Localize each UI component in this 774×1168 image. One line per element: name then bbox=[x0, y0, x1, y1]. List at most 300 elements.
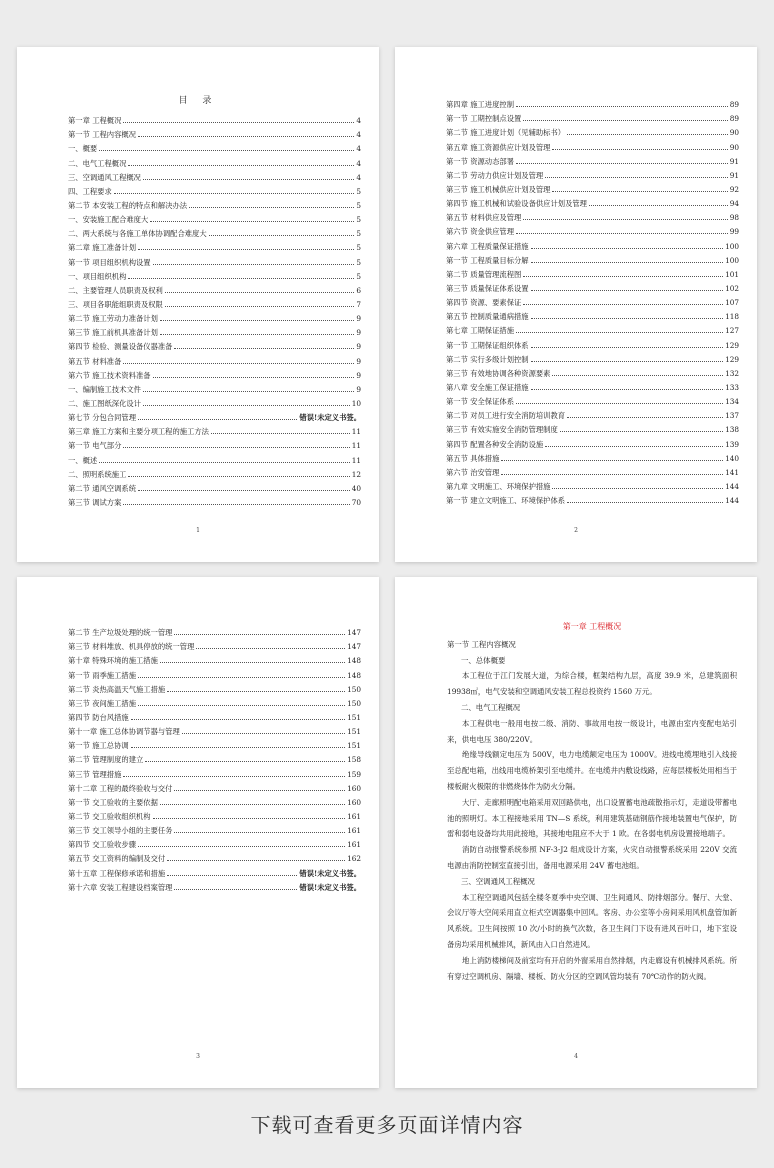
toc-entry-page: 150 bbox=[347, 684, 361, 694]
toc-leader-dots bbox=[174, 348, 354, 349]
toc-entry-page: 70 bbox=[351, 497, 361, 507]
toc-entry-title: 第四节 检验、测量设备仪器准备 bbox=[68, 342, 173, 352]
toc-entry-page: 129 bbox=[725, 340, 739, 350]
toc-entry-title: 第四节 防台风措施 bbox=[68, 712, 129, 722]
toc-leader-dots bbox=[160, 662, 345, 663]
toc-leader-dots bbox=[167, 875, 297, 876]
toc-entry[interactable] bbox=[68, 722, 361, 736]
toc-leader-dots bbox=[531, 361, 723, 362]
toc-leader-dots bbox=[150, 221, 354, 222]
toc-entry-page: 148 bbox=[347, 670, 361, 680]
toc-entry-page: 148 bbox=[347, 656, 361, 666]
toc-entry[interactable] bbox=[68, 394, 361, 408]
toc-entry-title: 第三节 施工前机具准备计划 bbox=[68, 328, 158, 338]
toc-entry[interactable] bbox=[446, 307, 739, 321]
toc-entry-page: 5 bbox=[356, 215, 361, 225]
toc-entry-page: 94 bbox=[729, 199, 739, 209]
toc-entry-title: 第十六章 安装工程建设档案管理 bbox=[68, 882, 173, 892]
toc-entry-title: 第十章 特殊环境的施工措施 bbox=[68, 656, 158, 666]
toc-leader-dots bbox=[209, 235, 355, 236]
toc-entry-page: 9 bbox=[356, 370, 361, 380]
toc-leader-dots bbox=[165, 292, 354, 293]
toc-leader-dots bbox=[174, 832, 345, 833]
toc-entry-page: 140 bbox=[725, 453, 739, 463]
toc-entry[interactable] bbox=[446, 236, 739, 250]
toc-entry[interactable] bbox=[446, 95, 739, 109]
body-paragraph: 消防自动报警系统参照 NF-3-J2 组成设计方案，火灾自动报警系统采用 220V 交流电源由消防控制室直接引出，备用电源采用 24V 蓄电池组。 bbox=[447, 845, 737, 870]
toc-entry-page: 158 bbox=[347, 755, 361, 765]
toc-leader-dots bbox=[138, 846, 345, 847]
toc-entry-page: 160 bbox=[347, 783, 361, 793]
toc-leader-dots bbox=[123, 122, 354, 123]
toc-entry[interactable] bbox=[68, 366, 361, 380]
toc-list bbox=[68, 111, 361, 507]
toc-entry[interactable] bbox=[446, 109, 739, 123]
toc-entry-title: 二、两大系统与各施工单体协调配合难度大 bbox=[68, 229, 207, 239]
toc-entry-page: 11 bbox=[351, 441, 361, 451]
toc-entry-title: 一、概要 bbox=[68, 144, 98, 154]
toc-leader-dots bbox=[167, 860, 345, 861]
toc-entry[interactable] bbox=[446, 392, 739, 406]
toc-entry-title: 第十一章 施工总体协调节器与管理 bbox=[68, 727, 180, 737]
toc-entry[interactable] bbox=[68, 750, 361, 764]
toc-entry-title: 二、施工图纸深化设计 bbox=[68, 398, 141, 408]
toc-entry[interactable] bbox=[446, 321, 739, 335]
toc-leader-dots bbox=[567, 417, 723, 418]
body-paragraph: 本工程供电一般用电按二级、消防、事故用电按一级设计，电源由室内变配电站引来，供电电压 380/220V。 bbox=[447, 718, 737, 744]
toc-entry-page: 90 bbox=[729, 142, 739, 152]
toc-leader-dots bbox=[123, 776, 345, 777]
toc-entry[interactable] bbox=[446, 491, 739, 505]
toc-entry-title: 第五节 材料供应及管理 bbox=[446, 213, 522, 223]
toc-entry[interactable] bbox=[446, 180, 739, 194]
toc-entry-title: 第五节 控制质量通病措施 bbox=[446, 312, 529, 322]
toc-title: 目 录 bbox=[178, 96, 218, 106]
toc-leader-dots bbox=[589, 205, 728, 206]
toc-entry-page: 6 bbox=[356, 285, 361, 295]
document-page-4 bbox=[395, 577, 757, 1088]
toc-entry[interactable] bbox=[68, 465, 361, 479]
toc-entry-page: 107 bbox=[725, 298, 739, 308]
toc-entry-title: 第二节 本安装工程的特点和解决办法 bbox=[68, 200, 188, 210]
toc-entry-page: 4 bbox=[356, 130, 361, 140]
toc-entry[interactable] bbox=[68, 224, 361, 238]
toc-leader-dots bbox=[138, 677, 345, 678]
toc-entry[interactable] bbox=[68, 337, 361, 351]
toc-entry-page: 160 bbox=[347, 797, 361, 807]
toc-entry-title: 第三节 调试方案 bbox=[68, 497, 122, 507]
section-heading: 第一节 工程内容概况 bbox=[447, 639, 516, 649]
body-paragraph: 本工程空调通风包括全楼冬夏季中央空调、卫生间通风、防排烟部分。餐厅、大堂、会议厅等大空间采用直立柜式空调器集中回风。客房、办公室等小房间采用风机盘管加新风系统。卫生间按照 10 次/小时的换气次数，各卫生间门下设有进风百叶口，地下室设备房均采用机械排风，新风由入口自然进风。 bbox=[447, 892, 737, 949]
toc-entry-page: 161 bbox=[347, 811, 361, 821]
toc-leader-dots bbox=[165, 306, 354, 307]
toc-entry[interactable] bbox=[446, 477, 739, 491]
toc-entry-page: 5 bbox=[356, 271, 361, 281]
page-number: 4 bbox=[574, 1053, 578, 1060]
toc-entry-title: 一、概述 bbox=[68, 455, 98, 465]
toc-leader-dots bbox=[123, 363, 354, 364]
toc-entry-page: 151 bbox=[347, 712, 361, 722]
toc-entry-page: 138 bbox=[725, 425, 739, 435]
toc-entry-title: 第一节 工期保证组织体系 bbox=[446, 340, 529, 350]
toc-leader-dots bbox=[523, 120, 727, 121]
toc-entry-title: 第一节 安全保证体系 bbox=[446, 397, 514, 407]
toc-entry-title: 第三节 质量保证体系设置 bbox=[446, 283, 529, 293]
toc-entry[interactable] bbox=[68, 281, 361, 295]
toc-entry-title: 第三节 交工领导小组的主要任务 bbox=[68, 826, 173, 836]
toc-entry-title: 第一节 施工总协调 bbox=[68, 741, 129, 751]
toc-leader-dots bbox=[567, 502, 723, 503]
toc-entry[interactable] bbox=[446, 194, 739, 208]
toc-entry-title: 三、空调通风工程概况 bbox=[68, 172, 141, 182]
toc-leader-dots bbox=[523, 219, 727, 220]
toc-entry-page: 错误!未定义书签。 bbox=[299, 882, 361, 892]
toc-entry[interactable] bbox=[68, 153, 361, 167]
toc-entry[interactable] bbox=[446, 166, 739, 180]
toc-entry-title: 第一节 工期控制点设置 bbox=[446, 114, 522, 124]
page-number: 3 bbox=[196, 1053, 200, 1060]
toc-entry-page: 91 bbox=[729, 156, 739, 166]
toc-entry-title: 第七章 工期保证措施 bbox=[446, 326, 514, 336]
toc-entry[interactable] bbox=[68, 267, 361, 281]
toc-leader-dots bbox=[128, 165, 354, 166]
toc-leader-dots bbox=[99, 150, 354, 151]
toc-entry-page: 5 bbox=[356, 186, 361, 196]
toc-entry-title: 一、安装施工配合难度大 bbox=[68, 215, 149, 225]
toc-entry-title: 第五节 交工资料的编制及交付 bbox=[68, 854, 166, 864]
toc-entry-page: 144 bbox=[725, 481, 739, 491]
page-number: 1 bbox=[196, 527, 200, 534]
toc-entry-page: 127 bbox=[725, 326, 739, 336]
toc-leader-dots bbox=[138, 490, 350, 491]
toc-entry[interactable] bbox=[68, 694, 361, 708]
toc-entry[interactable] bbox=[68, 651, 361, 665]
toc-entry-page: 92 bbox=[729, 184, 739, 194]
toc-entry[interactable] bbox=[446, 293, 739, 307]
toc-entry-page: 102 bbox=[725, 283, 739, 293]
toc-entry-title: 第六节 治安管理 bbox=[446, 467, 500, 477]
toc-leader-dots bbox=[138, 705, 345, 706]
toc-leader-dots bbox=[131, 747, 345, 748]
document-page-3 bbox=[17, 577, 379, 1088]
toc-entry-title: 第六节 资金供应管理 bbox=[446, 227, 514, 237]
toc-leader-dots bbox=[516, 233, 728, 234]
toc-entry-title: 第三章 施工方案和主要分项工程的施工方法 bbox=[68, 427, 209, 437]
toc-leader-dots bbox=[501, 474, 723, 475]
toc-entry[interactable] bbox=[68, 252, 361, 266]
toc-leader-dots bbox=[531, 318, 723, 319]
toc-leader-dots bbox=[128, 278, 354, 279]
toc-leader-dots bbox=[567, 134, 728, 135]
toc-entry[interactable] bbox=[68, 450, 361, 464]
toc-entry-title: 第九章 文明施工、环境保护措施 bbox=[446, 481, 551, 491]
toc-entry[interactable] bbox=[68, 793, 361, 807]
toc-entry[interactable] bbox=[68, 408, 361, 422]
toc-leader-dots bbox=[143, 405, 350, 406]
toc-leader-dots bbox=[552, 191, 727, 192]
toc-entry-title: 四、工程要求 bbox=[68, 186, 112, 196]
toc-entry[interactable] bbox=[68, 125, 361, 139]
toc-entry-title: 第二节 炎热高温天气施工措施 bbox=[68, 684, 166, 694]
toc-entry-title: 第一节 电气部分 bbox=[68, 441, 122, 451]
toc-entry-page: 9 bbox=[356, 342, 361, 352]
toc-leader-dots bbox=[516, 106, 728, 107]
toc-entry[interactable] bbox=[68, 764, 361, 778]
toc-entry-title: 二、电气工程概况 bbox=[68, 158, 127, 168]
toc-entry[interactable] bbox=[68, 436, 361, 450]
body-paragraph: 大厅、走廊照明配电箱采用双回路供电，出口设置蓄电池疏散指示灯，走道设带蓄电池的照明灯。本工程接地采用 TN—S 系统，利用建筑基础钢筋作接地装置电气保护，防雷和弱电设备均共用此接地，其接地电阻应不大于 1 欧。在各弱电机房设置接地端子。 bbox=[447, 797, 737, 839]
toc-entry-title: 第二节 管理制度的建立 bbox=[68, 755, 144, 765]
toc-entry[interactable] bbox=[68, 139, 361, 153]
toc-entry-page: 134 bbox=[725, 397, 739, 407]
toc-leader-dots bbox=[552, 375, 723, 376]
toc-entry-page: 5 bbox=[356, 243, 361, 253]
toc-entry[interactable] bbox=[446, 251, 739, 265]
toc-entry-page: 139 bbox=[725, 439, 739, 449]
toc-entry-title: 第三节 有效实施安全消防管理制度 bbox=[446, 425, 558, 435]
subsection-heading: 三、空调通风工程概况 bbox=[461, 876, 535, 886]
toc-entry-page: 9 bbox=[356, 328, 361, 338]
toc-entry-title: 第五章 施工资源供应计划及管理 bbox=[446, 142, 551, 152]
toc-entry[interactable] bbox=[68, 238, 361, 252]
toc-entry-page: 7 bbox=[356, 299, 361, 309]
toc-entry[interactable] bbox=[68, 323, 361, 337]
toc-leader-dots bbox=[552, 488, 723, 489]
toc-entry-page: 4 bbox=[356, 116, 361, 126]
toc-leader-dots bbox=[501, 460, 723, 461]
toc-leader-dots bbox=[531, 248, 723, 249]
toc-entry[interactable] bbox=[68, 708, 361, 722]
body-paragraph: 本工程位于江门发展大道，为综合楼，框架结构九层，高度 39.9 米，总建筑面积 19938㎡，电气安装和空调通风安装工程总投资约 1560 万元。 bbox=[447, 671, 737, 697]
toc-leader-dots bbox=[138, 136, 354, 137]
toc-leader-dots bbox=[123, 504, 349, 505]
toc-entry-page: 151 bbox=[347, 727, 361, 737]
toc-entry-title: 第一节 项目组织机构设置 bbox=[68, 257, 151, 267]
toc-entry-page: 11 bbox=[351, 455, 361, 465]
toc-entry-title: 二、主要管理人员职责及权利 bbox=[68, 285, 163, 295]
toc-entry[interactable] bbox=[68, 422, 361, 436]
toc-entry-page: 147 bbox=[347, 642, 361, 652]
toc-entry-page: 91 bbox=[729, 170, 739, 180]
toc-entry[interactable] bbox=[446, 434, 739, 448]
toc-entry-page: 118 bbox=[725, 312, 739, 322]
toc-entry[interactable] bbox=[68, 493, 361, 507]
toc-entry[interactable] bbox=[68, 210, 361, 224]
toc-entry-title: 第三节 有效地协调各种资源要素 bbox=[446, 368, 551, 378]
toc-leader-dots bbox=[167, 691, 345, 692]
toc-entry[interactable] bbox=[68, 665, 361, 679]
toc-entry-page: 11 bbox=[351, 427, 361, 437]
toc-leader-dots bbox=[211, 433, 350, 434]
toc-entry-page: 5 bbox=[356, 229, 361, 239]
toc-entry[interactable] bbox=[68, 736, 361, 750]
toc-entry-page: 4 bbox=[356, 172, 361, 182]
toc-entry-page: 133 bbox=[725, 382, 739, 392]
body-paragraph: 绝缘导线额定电压为 500V，电力电缆额定电压为 1000V。进线电缆埋地引入线接至总配电箱，出线用电缆桥架引至电缆井。在电缆井内敷设线路，应每层楼板处用相当于楼板耐火极限的非燃烧体作为防火分隔。 bbox=[447, 750, 737, 791]
toc-entry-page: 4 bbox=[356, 158, 361, 168]
toc-entry[interactable] bbox=[446, 364, 739, 378]
toc-entry-title: 第四节 资源、要素保证 bbox=[446, 298, 522, 308]
toc-leader-dots bbox=[174, 889, 297, 890]
toc-entry-page: 141 bbox=[725, 467, 739, 477]
toc-leader-dots bbox=[160, 334, 354, 335]
toc-entry-page: 100 bbox=[725, 255, 739, 265]
toc-entry[interactable] bbox=[446, 222, 739, 236]
toc-entry-page: 98 bbox=[729, 213, 739, 223]
toc-entry[interactable] bbox=[68, 878, 361, 892]
toc-entry-page: 101 bbox=[725, 269, 739, 279]
toc-entry-page: 4 bbox=[356, 144, 361, 154]
toc-entry[interactable] bbox=[446, 208, 739, 222]
toc-entry[interactable] bbox=[68, 309, 361, 323]
toc-leader-dots bbox=[545, 446, 723, 447]
toc-entry-page: 12 bbox=[351, 469, 361, 479]
toc-entry-page: 159 bbox=[347, 769, 361, 779]
toc-leader-dots bbox=[128, 476, 349, 477]
subsection-heading: 一、总体概要 bbox=[461, 655, 506, 665]
toc-entry-page: 40 bbox=[351, 483, 361, 493]
toc-leader-dots bbox=[153, 377, 355, 378]
toc-leader-dots bbox=[138, 419, 297, 420]
toc-entry-title: 第一节 资源动态部署 bbox=[446, 156, 514, 166]
toc-entry[interactable] bbox=[446, 123, 739, 137]
toc-entry[interactable] bbox=[68, 821, 361, 835]
toc-entry-page: 161 bbox=[347, 840, 361, 850]
toc-entry-page: 10 bbox=[351, 398, 361, 408]
toc-entry-page: 90 bbox=[729, 128, 739, 138]
toc-leader-dots bbox=[131, 719, 345, 720]
toc-entry-page: 161 bbox=[347, 826, 361, 836]
toc-entry[interactable] bbox=[68, 835, 361, 849]
toc-leader-dots bbox=[560, 431, 723, 432]
toc-entry[interactable] bbox=[68, 295, 361, 309]
toc-entry-title: 第三节 管理措施 bbox=[68, 769, 122, 779]
document-page-1 bbox=[17, 47, 379, 562]
subsection-heading: 二、电气工程概况 bbox=[461, 702, 521, 712]
toc-entry-page: 5 bbox=[356, 257, 361, 267]
toc-entry-page: 137 bbox=[725, 411, 739, 421]
toc-entry[interactable] bbox=[68, 111, 361, 125]
toc-entry-title: 第一节 建立文明施工、环境保护体系 bbox=[446, 496, 566, 506]
toc-entry[interactable] bbox=[446, 463, 739, 477]
toc-entry-title: 第二节 通风空调系统 bbox=[68, 483, 136, 493]
toc-entry-title: 第二节 交工验收组织机构 bbox=[68, 811, 151, 821]
toc-entry-page: 144 bbox=[725, 496, 739, 506]
toc-leader-dots bbox=[523, 276, 723, 277]
toc-leader-dots bbox=[174, 790, 345, 791]
toc-entry-page: 89 bbox=[729, 114, 739, 124]
toc-list bbox=[68, 623, 361, 892]
toc-entry-title: 三、项目各职能组职责及权限 bbox=[68, 299, 163, 309]
toc-leader-dots bbox=[123, 447, 349, 448]
toc-entry-title: 第四节 施工机械和试验设备供应计划及管理 bbox=[446, 199, 587, 209]
toc-leader-dots bbox=[516, 332, 723, 333]
toc-entry[interactable] bbox=[446, 350, 739, 364]
toc-leader-dots bbox=[523, 304, 723, 305]
toc-list bbox=[446, 95, 739, 505]
toc-entry-title: 第五节 具体措施 bbox=[446, 453, 500, 463]
toc-entry[interactable] bbox=[68, 623, 361, 637]
document-body bbox=[447, 619, 737, 984]
toc-entry[interactable] bbox=[446, 406, 739, 420]
download-caption[interactable]: 下载可查看更多页面详情内容 bbox=[250, 1113, 524, 1137]
toc-entry[interactable] bbox=[446, 279, 739, 293]
toc-leader-dots bbox=[143, 391, 354, 392]
toc-entry[interactable] bbox=[68, 196, 361, 210]
toc-entry[interactable] bbox=[68, 168, 361, 182]
toc-entry[interactable] bbox=[68, 380, 361, 394]
toc-entry[interactable] bbox=[446, 420, 739, 434]
toc-entry[interactable] bbox=[68, 779, 361, 793]
toc-entry[interactable] bbox=[68, 849, 361, 863]
body-paragraph: 地上消防楼梯间及前室均有开启的外窗采用自然排烟，内走廊设有机械排风系统。所有穿过空调机房、隔墙、楼板、防火分区的空调风管均装有 70℃动作的防火阀。 bbox=[447, 955, 737, 981]
toc-entry-title: 一、项目组织机构 bbox=[68, 271, 127, 281]
toc-entry[interactable] bbox=[446, 265, 739, 279]
toc-entry[interactable] bbox=[68, 863, 361, 877]
toc-entry-title: 第二节 施工劳动力准备计划 bbox=[68, 314, 158, 324]
toc-entry-page: 132 bbox=[725, 368, 739, 378]
toc-entry-title: 第六节 施工技术资料准备 bbox=[68, 370, 151, 380]
toc-entry-page: 100 bbox=[725, 241, 739, 251]
toc-entry-title: 第二节 实行多级计划控制 bbox=[446, 354, 529, 364]
toc-entry-title: 第三节 夜间施工措施 bbox=[68, 698, 136, 708]
toc-entry-title: 第一节 交工验收的主要依据 bbox=[68, 797, 158, 807]
toc-entry-title: 二、照明系统施工 bbox=[68, 469, 127, 479]
toc-entry-title: 第十五章 工程保修承诺和措施 bbox=[68, 868, 166, 878]
toc-entry-title: 第七节 分包合同管理 bbox=[68, 413, 136, 423]
toc-entry-page: 9 bbox=[356, 314, 361, 324]
toc-leader-dots bbox=[545, 177, 728, 178]
toc-entry[interactable] bbox=[68, 182, 361, 196]
toc-entry[interactable] bbox=[68, 680, 361, 694]
toc-entry[interactable] bbox=[446, 335, 739, 349]
toc-entry-page: 错误!未定义书签。 bbox=[299, 868, 361, 878]
toc-entry[interactable] bbox=[68, 351, 361, 365]
toc-entry[interactable] bbox=[446, 152, 739, 166]
toc-leader-dots bbox=[531, 290, 723, 291]
toc-leader-dots bbox=[516, 403, 723, 404]
toc-entry[interactable] bbox=[68, 637, 361, 651]
toc-leader-dots bbox=[153, 818, 345, 819]
toc-entry-title: 第六章 工程质量保证措施 bbox=[446, 241, 529, 251]
toc-entry-page: 150 bbox=[347, 698, 361, 708]
toc-leader-dots bbox=[189, 207, 354, 208]
toc-entry[interactable] bbox=[68, 479, 361, 493]
toc-entry-title: 第二章 施工准备计划 bbox=[68, 243, 136, 253]
toc-entry-page: 147 bbox=[347, 628, 361, 638]
toc-leader-dots bbox=[145, 761, 345, 762]
toc-entry-title: 第十二章 工程的最终验收与交付 bbox=[68, 783, 173, 793]
toc-entry-title: 第三节 施工机械供应计划及管理 bbox=[446, 184, 551, 194]
toc-entry-page: 9 bbox=[356, 384, 361, 394]
toc-entry[interactable] bbox=[446, 378, 739, 392]
toc-entry[interactable] bbox=[446, 449, 739, 463]
toc-entry[interactable] bbox=[68, 807, 361, 821]
toc-entry-title: 第四节 交工验收步骤 bbox=[68, 840, 136, 850]
toc-leader-dots bbox=[114, 193, 355, 194]
toc-entry-title: 第二节 质量管理流程图 bbox=[446, 269, 522, 279]
toc-leader-dots bbox=[160, 320, 354, 321]
toc-entry-title: 第一节 工程质量目标分解 bbox=[446, 255, 529, 265]
toc-leader-dots bbox=[153, 264, 355, 265]
toc-entry[interactable] bbox=[446, 137, 739, 151]
body-lines bbox=[447, 637, 737, 985]
toc-entry-page: 9 bbox=[356, 356, 361, 366]
toc-leader-dots bbox=[531, 347, 723, 348]
toc-entry-page: 151 bbox=[347, 741, 361, 751]
toc-leader-dots bbox=[182, 733, 345, 734]
toc-entry-title: 第三节 材料堆放、机具停放的统一管理 bbox=[68, 642, 195, 652]
